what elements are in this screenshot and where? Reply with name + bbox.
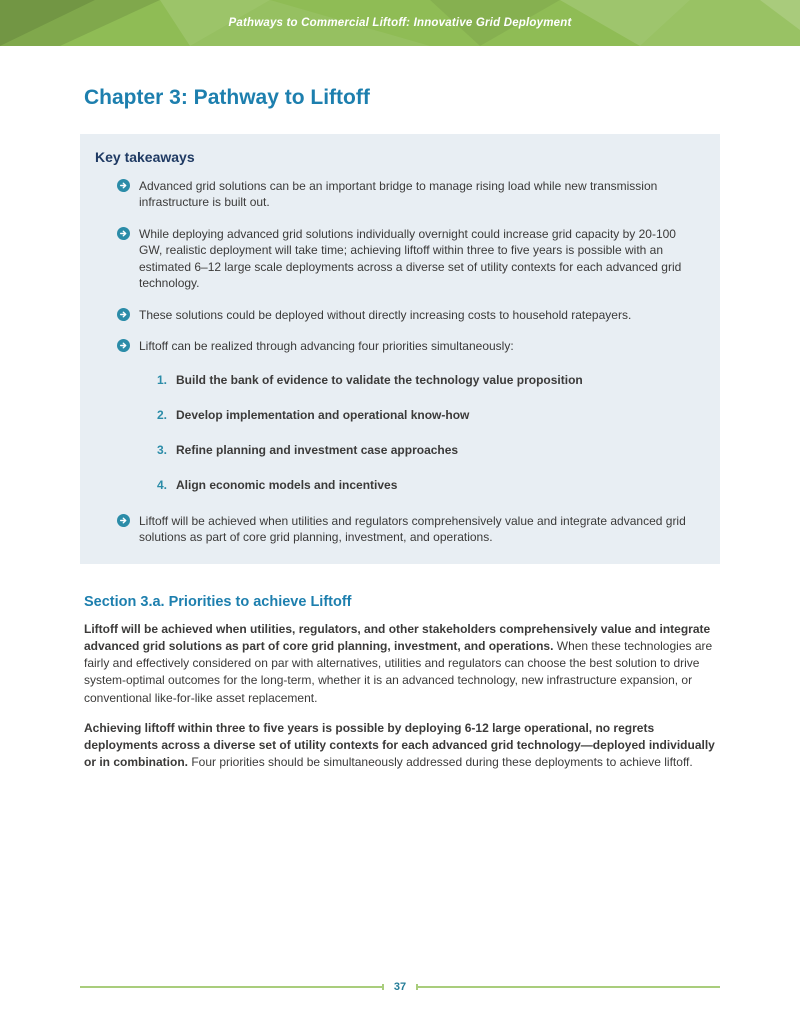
footer-rule-right [416, 986, 720, 988]
header-banner [0, 0, 800, 46]
priority-item [157, 373, 702, 387]
key-takeaways-title: Key takeaways [95, 149, 195, 165]
priority-text: Refine planning and investment case approaches [176, 442, 459, 457]
takeaway-text: Liftoff will be achieved when utilities and regulators comprehensively value and integrate advanced grid solutions as part of core grid planning, investment, and operations. [139, 513, 686, 544]
takeaway-bullet [117, 178, 694, 211]
arrow-bullet-icon [117, 514, 130, 527]
arrow-bullet-icon [117, 339, 130, 352]
priority-number: 1. [157, 372, 168, 387]
paragraph-regular: When these technologies are fairly and effectively considered on par with alternatives, utilities and regulators can choose the best solution to drive system-optimal outcomes for the long-term, whether it is an advanced technology, new infrastructure expansion, or conventional like-for-like asset replacement. [84, 639, 713, 705]
paragraph-bold-lead: Liftoff will be achieved when utilities, regulators, and other stakeholders comprehensively value and integrate advanced grid solutions as part of core grid planning, investment, and operations. [84, 622, 711, 654]
key-takeaways-box [80, 134, 720, 564]
takeaway-text: Liftoff can be realized through advancing four priorities simultaneously: [139, 339, 514, 354]
paragraph-regular: Four priorities should be simultaneously addressed during these deployments to achieve liftoff. [188, 754, 693, 769]
priority-number: 2. [157, 407, 168, 422]
header-title: Pathways to Commercial Liftoff: Innovative Grid Deployment [228, 17, 572, 29]
takeaway-text: Advanced grid solutions can be an important bridge to manage rising load while new transmission infrastructure is built out. [139, 179, 658, 210]
priority-number: 3. [157, 442, 168, 457]
section-paragraph [84, 720, 720, 771]
page-footer [80, 981, 720, 993]
takeaway-bullet [117, 226, 694, 292]
takeaway-bullet [117, 338, 694, 354]
takeaway-bullet [117, 307, 694, 323]
priority-item [157, 408, 702, 422]
paragraph-bold-lead: Achieving liftoff within three to five years is possible by deploying 6-12 large operational, no regrets deployments across a diverse set of utility contexts for each advanced grid technology—deployed individually or in combination. [84, 720, 715, 769]
takeaway-text: These solutions could be deployed without directly increasing costs to household ratepayers. [139, 307, 632, 322]
priority-text: Develop implementation and operational know-how [176, 407, 470, 422]
section-title: Section 3.a. Priorities to achieve Liftoff [84, 594, 352, 611]
priority-text: Build the bank of evidence to validate the technology value proposition [176, 372, 583, 387]
page-number: 37 [393, 981, 407, 993]
section-paragraph [84, 621, 720, 706]
arrow-bullet-icon [117, 308, 130, 321]
arrow-bullet-icon [117, 227, 130, 240]
priority-item [157, 443, 702, 457]
takeaway-bullet [117, 513, 694, 546]
takeaway-text: While deploying advanced grid solutions individually overnight could increase grid capacity by 20-100 GW, realistic deployment will take time; achieving liftoff within three to five years is possible with an estimated 6–12 large scale deployments across a diverse set of utility contexts for each advanced grid technology. [139, 226, 682, 291]
footer-rule-left [80, 986, 384, 988]
priority-item [157, 478, 702, 492]
priorities-list [157, 373, 702, 492]
priority-text: Align economic models and incentives [176, 477, 398, 492]
chapter-title: Chapter 3: Pathway to Liftoff [84, 86, 370, 109]
priority-number: 4. [157, 477, 168, 492]
arrow-bullet-icon [117, 179, 130, 192]
